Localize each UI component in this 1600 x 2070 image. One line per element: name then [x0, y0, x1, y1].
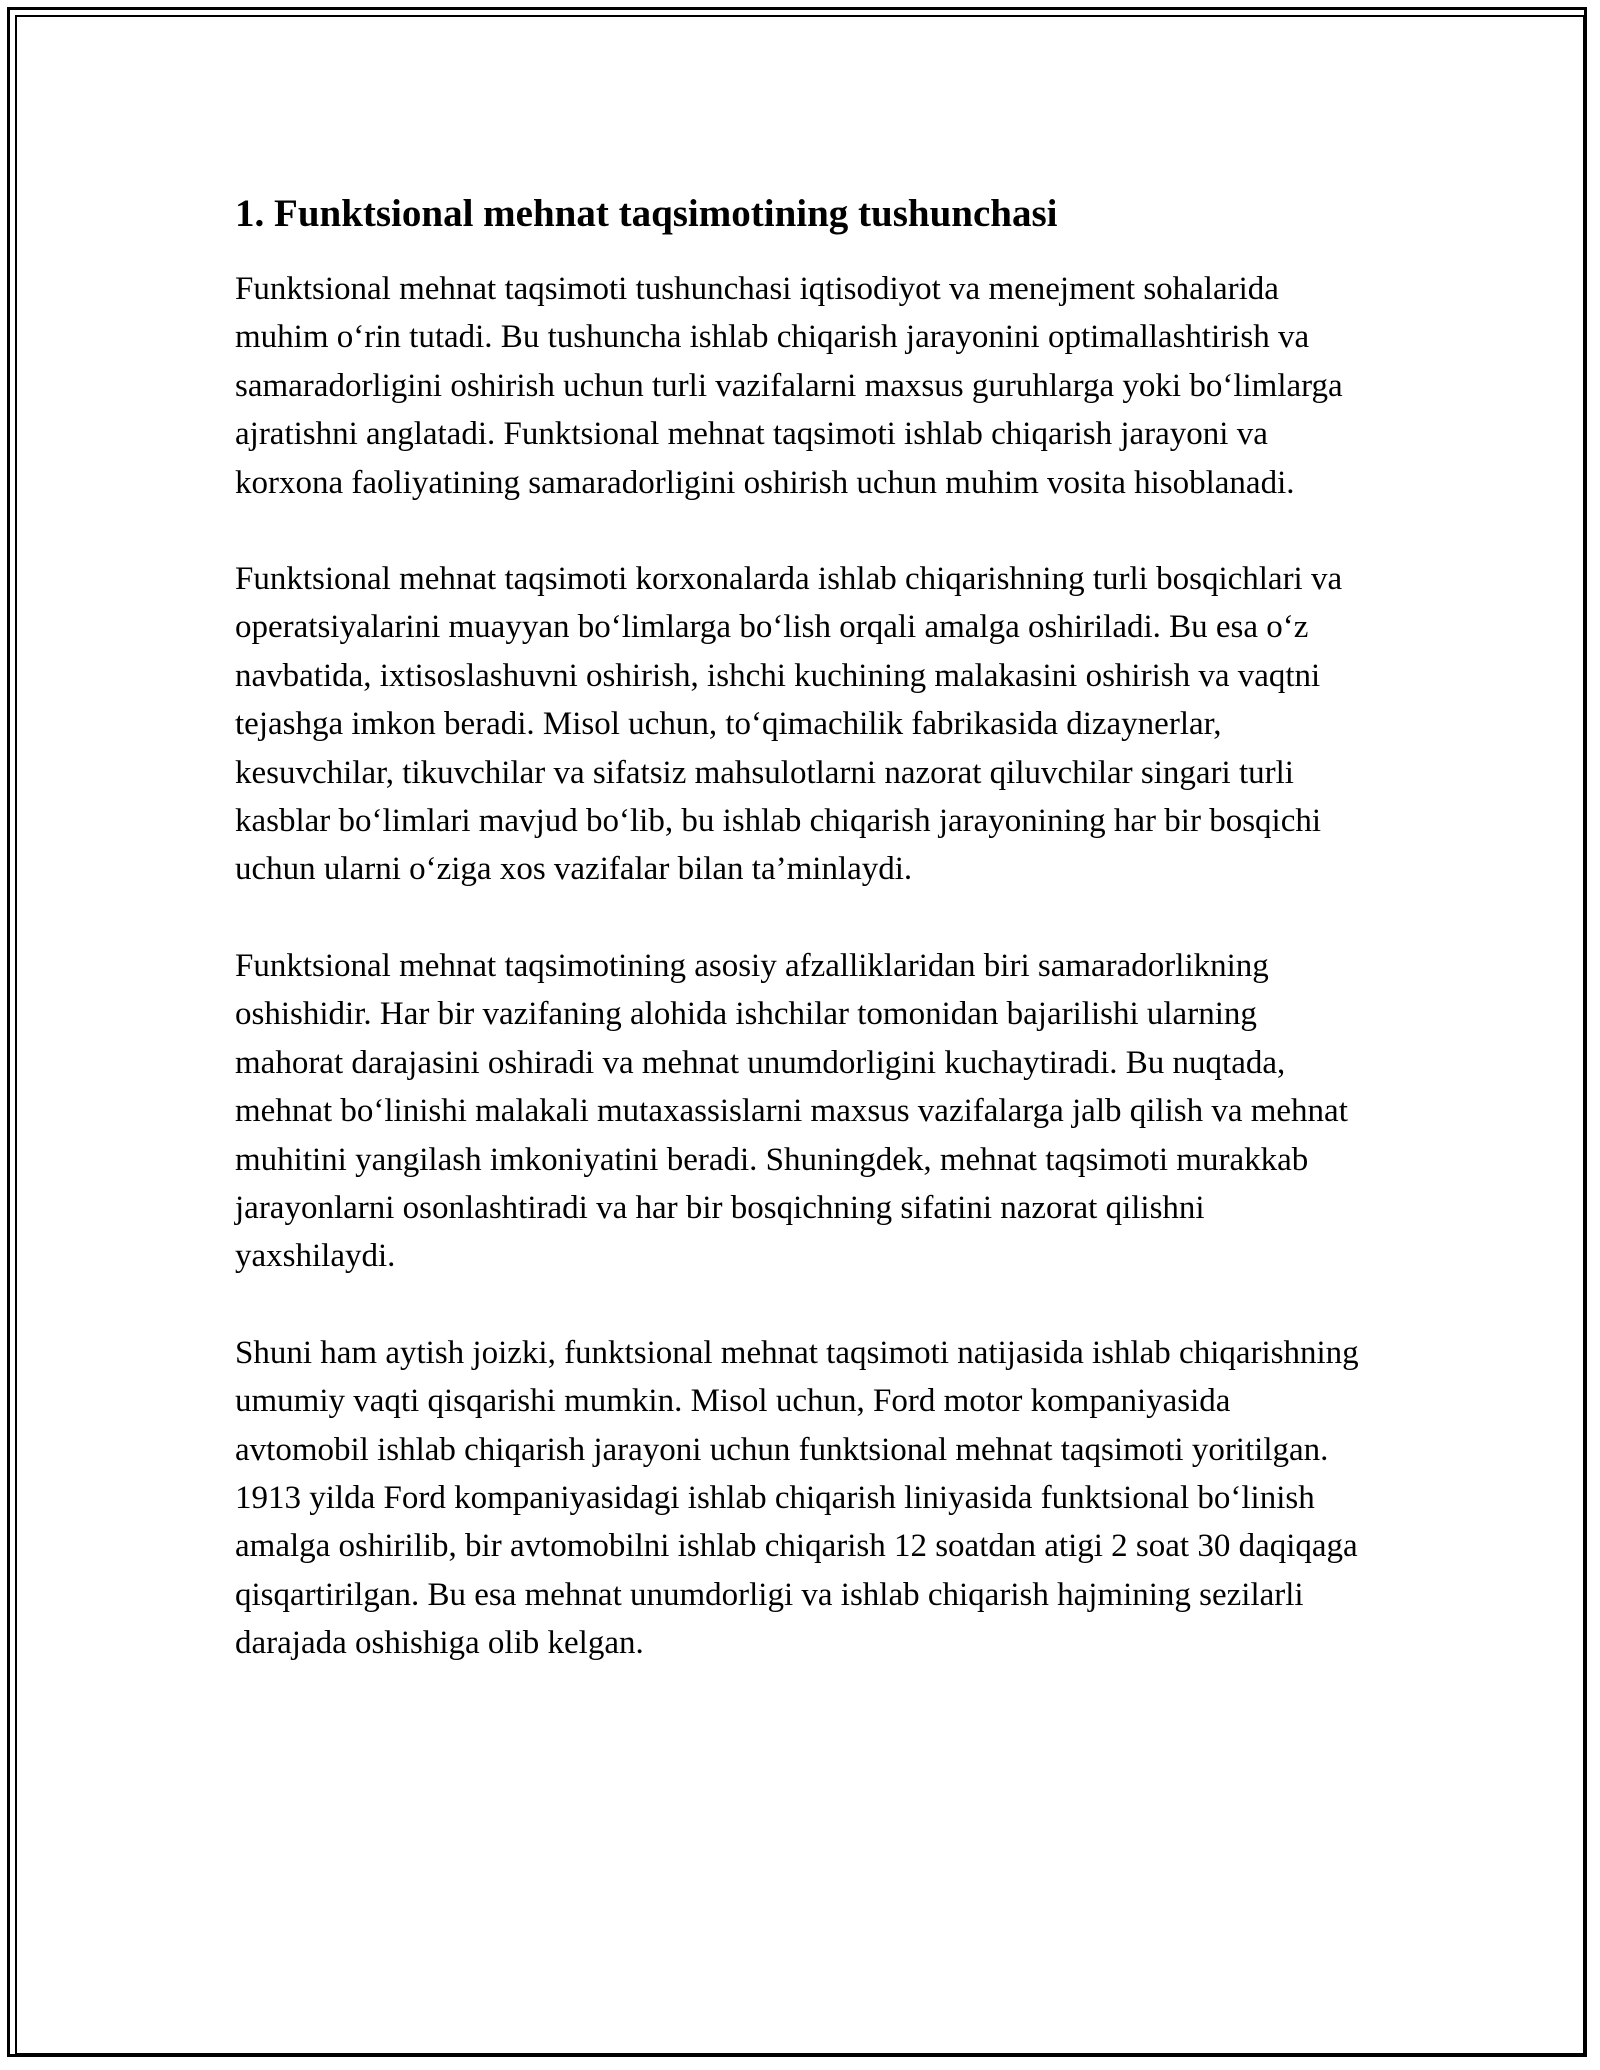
document-body: [235, 188, 1365, 1716]
paragraph-3: Funktsional mehnat taqsimotining asosiy afzalliklaridan biri samaradorlikning oshishidir. Har bir vazifaning alohida ishchilar tomonidan bajarilishi ularning mahorat darajasini oshiradi va mehnat unumdorligini kuchaytiradi. Bu nuqtada, mehnat bo‘linishi malakali mutaxassislarni maxsus vazifalarga jalb qilish va mehnat muhitini yangilash imkoniyatini beradi. Shuningdek, mehnat taqsimoti murakkab jarayonlarni osonlashtiradi va har bir bosqichning sifatini nazorat qilishni yaxshilaydi.: [235, 947, 1348, 1275]
section-heading: 1. Funktsional mehnat taqsimotining tushunchasi: [235, 192, 1058, 235]
paragraph-1: Funktsional mehnat taqsimoti tushunchasi iqtisodiyot va menejment sohalarida muhim o‘rin tutadi. Bu tushuncha ishlab chiqarish jarayonini optimallashtirish va samaradorligini oshirish uchun turli vazifalarni maxsus guruhlarga yoki bo‘limlarga ajratishni anglatadi. Funktsional mehnat taqsimoti ishlab chiqarish jarayoni va korxona faoliyatining samaradorligini oshirish uchun muhim vosita hisoblanadi.: [235, 271, 1343, 501]
paragraph-2: Funktsional mehnat taqsimoti korxonalarda ishlab chiqarishning turli bosqichlari va operatsiyalarini muayyan bo‘limlarga bo‘lish orqali amalga oshiriladi. Bu esa o‘z navbatida, ixtisoslashuvni oshirish, ishchi kuchining malakasini oshirish va vaqtni tejashga imkon beradi. Misol uchun, to‘qimachilik fabrikasida dizaynerlar, kesuvchilar, tikuvchilar va sifatsiz mahsulotlarni nazorat qiluvchilar singari turli kasblar bo‘limlari mavjud bo‘lib, bu ishlab chiqarish jarayonining har bir bosqichi uchun ularni o‘ziga xos vazifalar bilan ta’minlaydi.: [235, 561, 1343, 888]
paragraph-4: Shuni ham aytish joizki, funktsional mehnat taqsimoti natijasida ishlab chiqarishning umumiy vaqti qisqarishi mumkin. Misol uchun, Ford motor kompaniyasida avtomobil ishlab chiqarish jarayoni uchun funktsional mehnat taqsimoti yoritilgan. 1913 yilda Ford kompaniyasidagi ishlab chiqarish liniyasida funktsional bo‘linish amalga oshirilib, bir avtomobilni ishlab chiqarish 12 soatdan atigi 2 soat 30 daqiqaga qisqartirilgan. Bu esa mehnat unumdorligi va ishlab chiqarish hajmining sezilarli darajada oshishiga olib kelgan.: [235, 1334, 1359, 1662]
